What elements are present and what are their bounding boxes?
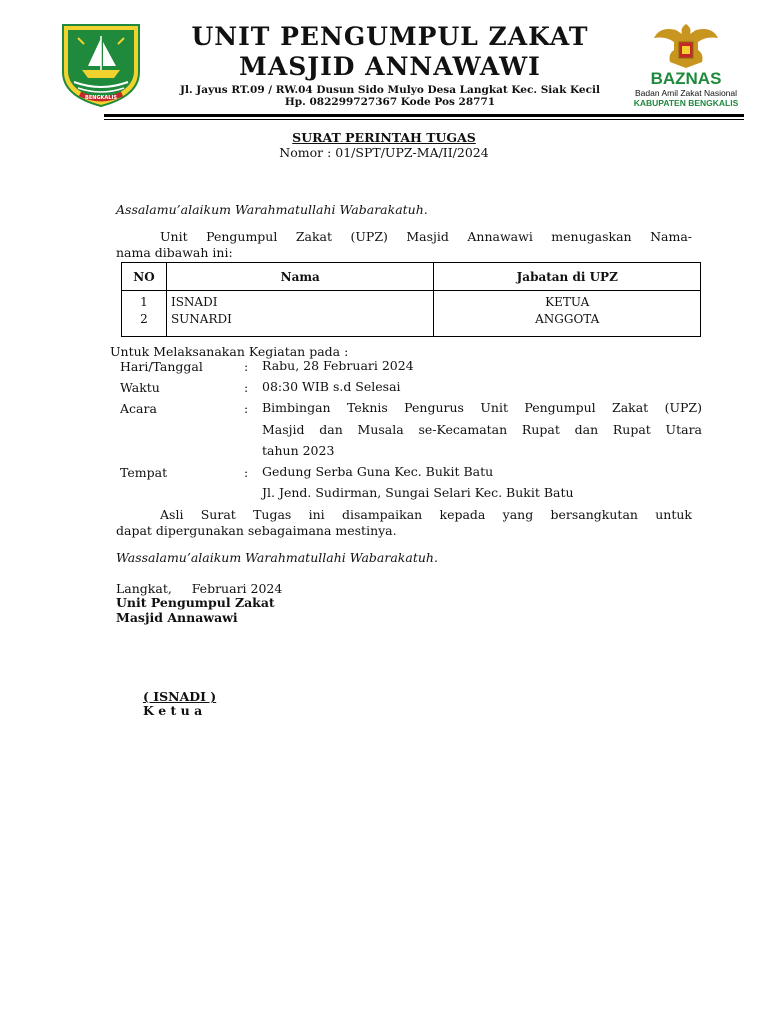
cell-no: 1	[122, 291, 167, 313]
svg-text:BENGKALIS: BENGKALIS	[85, 95, 117, 101]
date-value: Rabu, 28 Februari 2024	[262, 358, 414, 373]
cell-position: ANGGOTA	[434, 312, 701, 337]
place-value-line1: Gedung Serba Guna Kec. Bukit Batu	[262, 464, 494, 479]
org-address: Jl. Jayus RT.09 / RW.04 Dusun Sido Mulyo Desa Langkat Kec. Siak Kecil	[180, 84, 600, 96]
header-divider-thin	[104, 119, 744, 120]
event-label: Acara	[120, 401, 157, 416]
col-header-no: NO	[122, 263, 167, 291]
baznas-name: BAZNAS	[650, 69, 722, 88]
signer-role: K e t u a	[143, 703, 203, 718]
cell-name: ISNADI	[166, 291, 434, 313]
event-value-line3: tahun 2023	[262, 443, 335, 458]
baznas-subtitle: Badan Amil Zakat Nasional	[634, 88, 738, 98]
date-label: Hari/Tanggal	[120, 359, 203, 374]
place-colon: :	[244, 465, 249, 480]
letter-title: SURAT PERINTAH TUGAS	[292, 130, 476, 145]
table-header-row	[122, 263, 701, 291]
col-header-name: Nama	[166, 263, 434, 291]
col-header-position: Jabatan di UPZ	[434, 263, 701, 291]
org-title-line2: MASJID ANNAWAWI	[239, 52, 541, 81]
table-row	[122, 291, 701, 313]
assignee-table	[121, 262, 701, 337]
letter-number: Nomor : 01/SPT/UPZ-MA/II/2024	[279, 145, 489, 160]
place-date: Langkat, Februari 2024	[116, 581, 283, 596]
intro-line1: Unit Pengumpul Zakat (UPZ) Masjid Annawawi menugaskan Nama-	[160, 229, 692, 244]
baznas-logo	[622, 20, 750, 112]
org-title-line1: UNIT PENGUMPUL ZAKAT	[191, 22, 589, 51]
signature-org-line2: Masjid Annawawi	[116, 610, 238, 625]
cell-name: SUNARDI	[166, 312, 434, 337]
event-value-line2: Masjid dan Musala se-Kecamatan Rupat dan Rupat Utara	[262, 422, 702, 437]
closing-line2: dapat dipergunakan sebagaimana mestinya.	[116, 523, 397, 538]
activity-intro: Untuk Melaksanakan Kegiatan pada :	[110, 344, 349, 359]
event-colon: :	[244, 401, 249, 416]
place-value-line2: Jl. Jend. Sudirman, Sungai Selari Kec. Bukit Batu	[262, 485, 574, 500]
signature-org-line1: Unit Pengumpul Zakat	[116, 595, 275, 610]
farewell: Wassalamu’alaikum Warahmatullahi Wabarakatuh.	[116, 550, 438, 565]
place-label: Tempat	[120, 465, 168, 480]
date-colon: :	[244, 359, 249, 374]
time-value: 08:30 WIB s.d Selesai	[262, 379, 401, 394]
table-row	[122, 312, 701, 337]
time-colon: :	[244, 380, 249, 395]
bengkalis-crest-logo	[60, 22, 142, 108]
closing-line1: Asli Surat Tugas ini disampaikan kepada yang bersangkutan untuk	[160, 507, 692, 522]
header-divider-thick	[104, 114, 744, 117]
greeting: Assalamu’alaikum Warahmatullahi Wabarakatuh.	[116, 202, 428, 217]
cell-position: KETUA	[434, 291, 701, 313]
cell-no: 2	[122, 312, 167, 337]
org-contact: Hp. 082299727367 Kode Pos 28771	[284, 96, 496, 108]
signer-name: ( ISNADI )	[143, 689, 217, 704]
garuda-emblem-icon	[622, 20, 750, 70]
baznas-region: KABUPATEN BENGKALIS	[633, 98, 739, 108]
time-label: Waktu	[120, 380, 160, 395]
event-value-line1: Bimbingan Teknis Pengurus Unit Pengumpul Zakat (UPZ)	[262, 400, 702, 415]
intro-line2: nama dibawah ini:	[116, 245, 233, 260]
